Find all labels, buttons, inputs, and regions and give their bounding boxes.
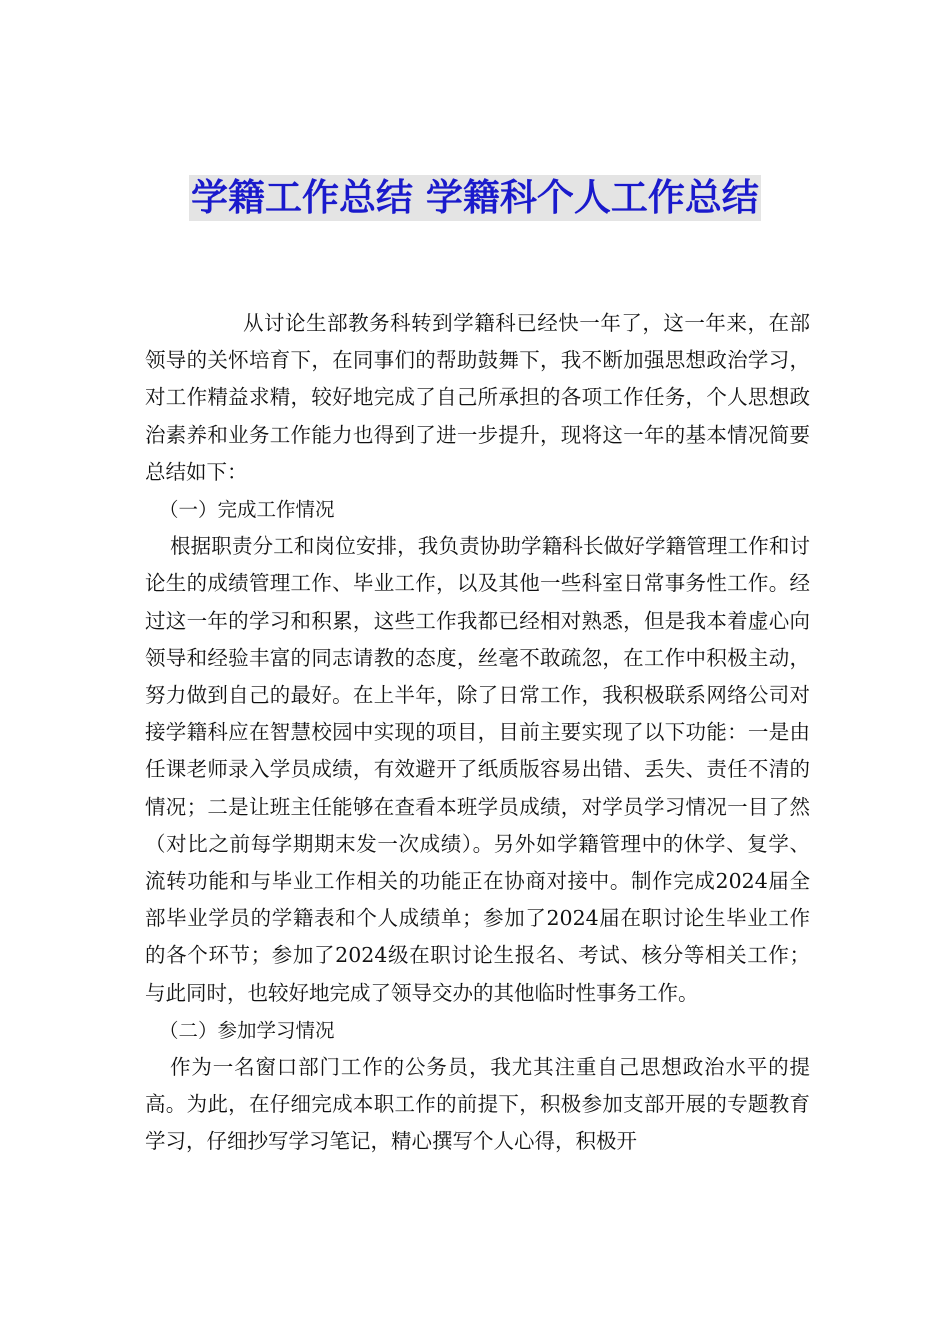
title-container <box>0 175 950 221</box>
study-paragraph: 作为一名窗口部门工作的公务员，我尤其注重自己思想政治水平的提高。为此，在仔细完成本职工作的前提下，积极参加支部开展的专题教育学习，仔细抄写学习笔记，精心撰写个人心得，积极开 <box>145 1055 810 1154</box>
intro-paragraph: 从讨论生部教务科转到学籍科已经快一年了，这一年来，在部领导的关怀培育下，在同事们的帮助鼓舞下，我不断加强思想政治学习，对工作精益求精，较好地完成了自己所承担的各项工作任务，个人思想政治素养和业务工作能力也得到了进一步提升，现将这一年的基本情况简要总结如下： <box>145 311 810 484</box>
document-title: 学籍工作总结 学籍科个人工作总结 <box>191 176 759 219</box>
section-heading-work: （一）完成工作情况 <box>159 498 335 522</box>
document-body <box>145 305 810 1161</box>
section-heading-study: （二）参加学习情况 <box>159 1018 335 1042</box>
work-paragraph: 根据职责分工和岗位安排，我负责协助学籍科长做好学籍管理工作和讨论生的成绩管理工作、毕业工作，以及其他一些科室日常事务性工作。经过这一年的学习和积累，这些工作我都已经相对熟悉，但是我本着虚心向领导和经验丰富的同志请教的态度，丝毫不敢疏忽，在工作中积极主动，努力做到自己的最好。在上半年，除了日常工作，我积极联系网络公司对接学籍科应在智慧校园中实现的项目，目前主要实现了以下功能：一是由任课老师录入学员成绩，有效避开了纸质版容易出错、丢失、责任不清的情况；二是让班主任能够在查看本班学员成绩，对学员学习情况一目了然（对比之前每学期期末发一次成绩）。另外如学籍管理中的休学、复学、流转功能和与毕业工作相关的功能正在协商对接中。制作完成2024届全部毕业学员的学籍表和个人成绩单；参加了2024届在职讨论生毕业工作的各个环节；参加了2024级在职讨论生报名、考试、核分等相关工作；与此同时，也较好地完成了领导交办的其他临时性事务工作。 <box>145 534 810 1005</box>
